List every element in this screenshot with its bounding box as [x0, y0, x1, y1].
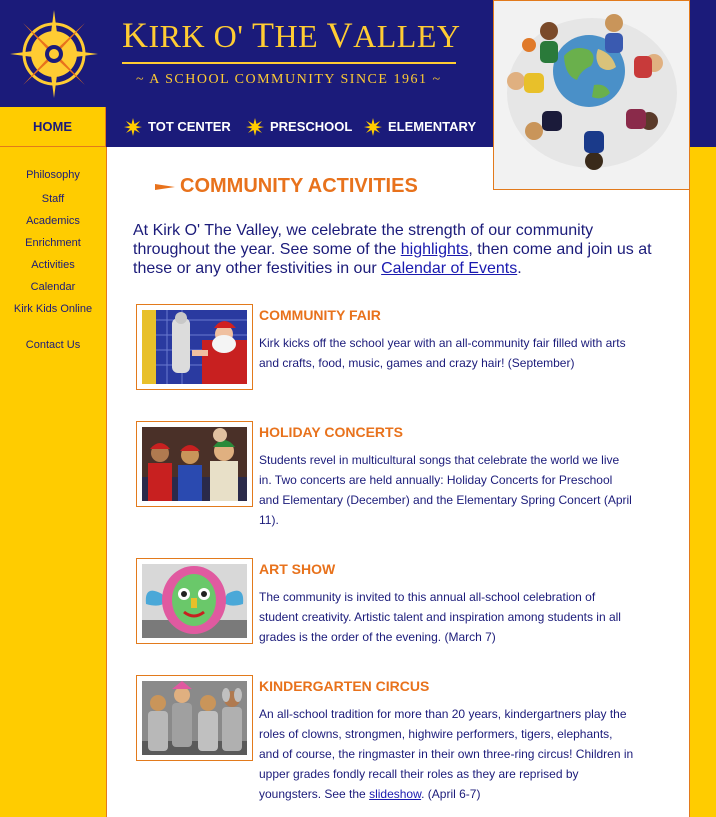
- sun-icon: [364, 118, 382, 136]
- sidebar-item-academics[interactable]: Academics: [26, 215, 80, 227]
- nav-label: PRESCHOOL: [270, 119, 353, 134]
- community-fair-image: [142, 310, 247, 384]
- activity-description: The community is invited to this annual all-school celebration of student creativity. Artistic talent and inspiration among students in all grades is the order of the evening. (March 7): [259, 590, 621, 644]
- sidebar-item-enrichment[interactable]: Enrichment: [25, 237, 81, 249]
- nav-label: TOT CENTER: [148, 119, 231, 134]
- activity-title: ART SHOW: [259, 561, 336, 577]
- activity-title: KINDERGARTEN CIRCUS: [259, 678, 430, 694]
- activity-title: COMMUNITY FAIR: [259, 307, 381, 323]
- sun-icon: [246, 118, 264, 136]
- sidebar-item-philosophy[interactable]: Philosophy: [26, 169, 80, 181]
- intro-paragraph: At Kirk O' The Valley, we celebrate the strength of our community throughout the year. See some of the highlights, then come and join us at these or any other festivities in our Calendar of Events.: [133, 222, 652, 277]
- title-divider: [122, 62, 456, 64]
- holiday-concerts-image: [142, 427, 247, 501]
- art-show-photo: [136, 558, 253, 644]
- art-show-mask-image: [142, 564, 247, 638]
- header-photo-children-globe: [493, 0, 690, 190]
- nav-home[interactable]: HOME: [0, 107, 106, 147]
- site-subtitle: ~ A SCHOOL COMMUNITY SINCE 1961 ~: [136, 72, 442, 87]
- activity-title: HOLIDAY CONCERTS: [259, 424, 403, 440]
- pennant-arrow-icon: [155, 182, 175, 192]
- sidebar-item-staff[interactable]: Staff: [41, 193, 65, 205]
- sidebar-item-activities[interactable]: Activities: [31, 259, 75, 271]
- community-fair-photo: [136, 304, 253, 390]
- sidebar-item-contact-us[interactable]: Contact Us: [25, 339, 81, 351]
- sidebar-item-calendar[interactable]: Calendar: [30, 281, 76, 293]
- sidebar-item-kirk-kids-online[interactable]: Kirk Kids Online: [13, 303, 93, 315]
- activity-description: Students revel in multicultural songs that celebrate the world we live in. Two concerts are held annually: Holiday Concerts for Preschool and Elementary (December) and the Elementary Spring Concert (April 11).: [259, 453, 632, 527]
- nav-label: ELEMENTARY: [388, 119, 477, 134]
- site-title: KIRK O' THE VALLEY: [122, 15, 461, 55]
- children-globe-illustration: [494, 1, 689, 189]
- main-content: [106, 147, 690, 817]
- nav-preschool[interactable]: [246, 107, 352, 147]
- slideshow-link[interactable]: slideshow: [369, 787, 422, 801]
- holiday-concerts-photo: [136, 421, 253, 507]
- page-title: [155, 175, 418, 198]
- compass-logo-icon[interactable]: [8, 8, 100, 100]
- activity-description: Kirk kicks off the school year with an all-community fair filled with arts and crafts, food, music, games and crazy hair! (September): [259, 336, 626, 370]
- highlights-link[interactable]: highlights: [400, 241, 469, 258]
- nav-elementary[interactable]: [364, 107, 476, 147]
- kindergarten-circus-photo: [136, 675, 253, 761]
- activity-description: An all-school tradition for more than 20 years, kindergartners play the roles of clowns, strongmen, highwire performers, tigers, elephants, and of course, the ringmaster in their own three-ring circus! Children in upper grades fondly recall their roles as they are reprised by youngsters. See the slideshow. (April 6-7): [259, 707, 634, 801]
- sun-icon: [124, 118, 142, 136]
- kindergarten-circus-image: [142, 681, 247, 755]
- page-title-text: COMMUNITY ACTIVITIES: [180, 175, 418, 197]
- calendar-of-events-link[interactable]: Calendar of Events: [381, 260, 518, 277]
- sidebar: [0, 147, 106, 817]
- nav-tot-center[interactable]: [124, 107, 231, 147]
